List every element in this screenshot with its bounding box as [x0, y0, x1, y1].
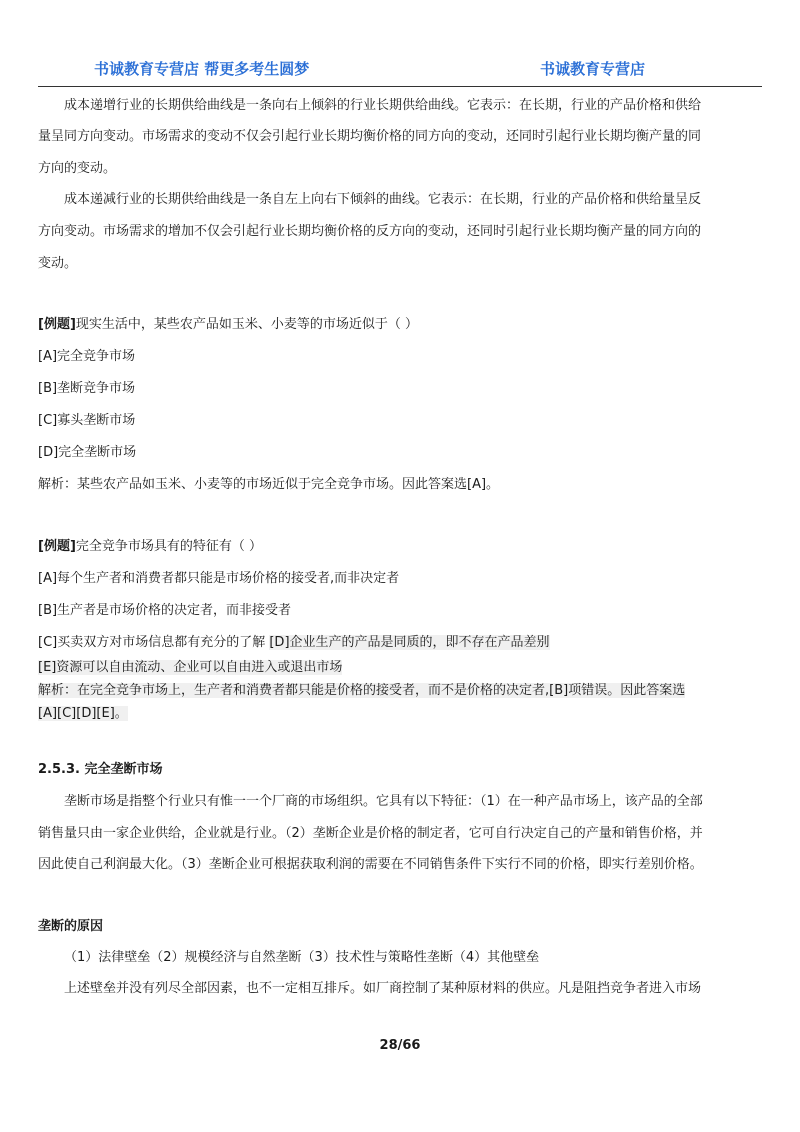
- paragraph-line: 方向的变动。: [38, 161, 117, 176]
- subsection-heading: 垄断的原因: [38, 919, 104, 934]
- option-e: [38, 659, 342, 676]
- analysis: 解析：某些农产品如玉米、小麦等的市场近似于完全竞争市场。因此答案选[A]。: [38, 477, 500, 492]
- page-separator: /: [397, 1038, 403, 1053]
- option-d: [D]企业生产的产品是同质的，即不存在产品差别: [269, 635, 550, 650]
- paragraph-line: 方向变动。市场需求的增加不仅会引起行业长期均衡价格的反方向的变动，还同时引起行业长期均衡产量的同方向的: [38, 224, 702, 239]
- option-c: [C]寡头垄断市场: [38, 413, 136, 428]
- example-tag: [例题]: [38, 317, 76, 332]
- analysis-continued: [38, 705, 128, 722]
- total-pages: 66: [402, 1038, 421, 1053]
- paragraph-line: 变动。: [38, 256, 78, 271]
- paragraph-line: 量呈同方向变动。市场需求的变动不仅会引起行业长期均衡价格的同方向的变动，还同时引起行业长期均衡产量的同: [38, 129, 702, 144]
- question-text: 完全竞争市场具有的特征有（ ）: [75, 539, 263, 554]
- paragraph-line: 成本递增行业的长期供给曲线是一条向右上倾斜的行业长期供给曲线。它表示：在长期，行业的产品价格和供给: [64, 98, 702, 113]
- example-question: [38, 316, 418, 333]
- option-b: [B]生产者是市场价格的决定者，而非接受者: [38, 603, 292, 618]
- page-number: [0, 1038, 800, 1053]
- option-b: [B]垄断竞争市场: [38, 381, 136, 396]
- analysis-text: [A][C][D][E]。: [38, 706, 128, 721]
- option-a: [A]每个生产者和消费者都只能是市场价格的接受者,而非决定者: [38, 571, 400, 586]
- paragraph-line: （1）法律壁垒（2）规模经济与自然垄断（3）技术性与策略性垄断（4）其他壁垒: [64, 950, 540, 965]
- option-row-cd: [38, 634, 550, 651]
- example-question: [38, 538, 262, 555]
- header-right-title: 书诚教育专营店: [540, 60, 646, 78]
- paragraph-line: 成本递减行业的长期供给曲线是一条自左上向右下倾斜的曲线。它表示：在长期，行业的产品价格和供给量呈反: [64, 192, 702, 207]
- paragraph-line: 因此使自己利润最大化。（3）垄断企业可根据获取利润的需要在不同销售条件下实行不同的价格，即实行差别价格。: [38, 857, 703, 872]
- paragraph-line: 垄断市场是指整个行业只有惟一一个厂商的市场组织。它具有以下特征：（1）在一种产品市场上，该产品的全部: [64, 794, 703, 809]
- option-d: [D]完全垄断市场: [38, 445, 137, 460]
- paragraph-line: 销售量只由一家企业供给，企业就是行业。（2）垄断企业是价格的制定者，它可自行决定自己的产量和销售价格，并: [38, 826, 703, 841]
- header-left-title: 书诚教育专营店 帮更多考生圆梦: [94, 60, 310, 78]
- option-c: [C]买卖双方对市场信息都有充分的了解: [38, 635, 270, 650]
- option-e-text: [E]资源可以自由流动、企业可以自由进入或退出市场: [38, 660, 343, 675]
- analysis: [38, 682, 685, 699]
- question-text: 现实生活中，某些农产品如玉米、小麦等的市场近似于（ ）: [75, 317, 419, 332]
- analysis-text: 解析：在完全竞争市场上，生产者和消费者都只能是价格的接受者，而不是价格的决定者,[B]项错误。因此答案选: [38, 683, 686, 698]
- example-tag: [例题]: [38, 539, 76, 554]
- section-heading: 2.5.3. 完全垄断市场: [38, 762, 163, 777]
- paragraph-line: 上述壁垒并没有列尽全部因素，也不一定相互排斥。如厂商控制了某种原材料的供应。凡是阻挡竞争者进入市场: [64, 981, 702, 996]
- option-a: [A]完全竞争市场: [38, 349, 136, 364]
- page-header: [38, 58, 762, 87]
- current-page: 28: [379, 1038, 398, 1053]
